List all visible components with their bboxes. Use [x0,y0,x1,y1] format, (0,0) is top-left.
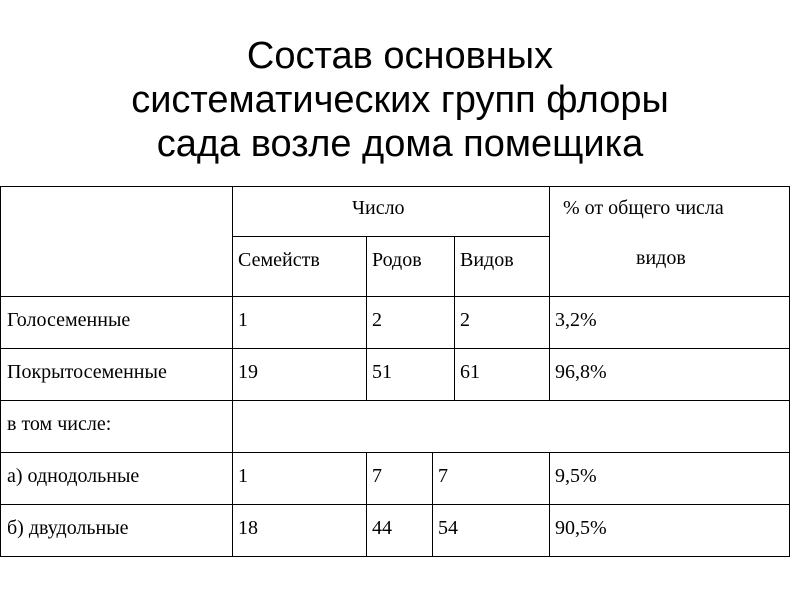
row-angiosperms-species: 61 [460,361,480,383]
header-percent-line2: видов [636,247,686,269]
title-line-1: Состав основных [246,35,554,77]
row-gymnosperms-species: 2 [460,309,470,331]
title-line-2: систематических групп флоры [131,79,669,121]
row-gymnosperms-families: 1 [238,309,248,331]
header-percent-line1: % от общего числа [563,197,724,219]
row-angiosperms-label: Покрытосеменные [7,361,167,383]
row-dicots-label: б) двудольные [7,517,129,539]
row-dicots-percent: 90,5% [555,517,607,539]
header-species: Видов [460,249,514,271]
row-monocots-label: а) однодольные [7,465,140,487]
row-angiosperms-families: 19 [238,361,258,383]
row-including-label: в том числе: [7,413,112,435]
header-genera: Родов [372,249,422,271]
row-gymnosperms-percent: 3,2% [555,309,597,331]
row-angiosperms-genera: 51 [372,361,392,383]
row-dicots-genera: 44 [372,517,392,539]
header-families: Семейств [238,249,320,271]
row-monocots-species: 7 [438,465,448,487]
row-gymnosperms-label: Голосеменные [7,309,131,331]
header-number: Число [352,197,405,219]
row-angiosperms-percent: 96,8% [555,361,607,383]
title-line-3: сада возле дома помещика [156,123,644,165]
row-dicots-species: 54 [438,517,458,539]
row-monocots-genera: 7 [372,465,382,487]
row-monocots-families: 1 [238,465,248,487]
row-monocots-percent: 9,5% [555,465,597,487]
row-gymnosperms-genera: 2 [372,309,382,331]
row-dicots-families: 18 [238,517,258,539]
